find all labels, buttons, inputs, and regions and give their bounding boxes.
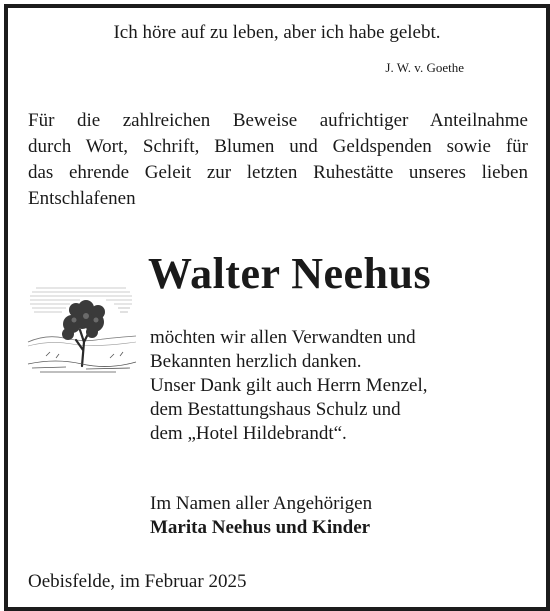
closing-block xyxy=(150,492,372,540)
intro-line: Entschlafenen xyxy=(28,188,136,209)
deceased-name: Walter Neehus xyxy=(148,249,432,298)
intro-line: das ehrende Geleit zur letzten Ruhestätte unseres lieben xyxy=(28,162,528,183)
signatories: Marita Neehus und Kinder xyxy=(150,517,371,538)
motto-author: J. W. v. Goethe xyxy=(385,60,464,75)
place-date: Oebisfelde, im Februar 2025 xyxy=(28,571,247,592)
thanks-line: dem Bestattungshaus Schulz und xyxy=(150,399,401,420)
thanks-line: dem „Hotel Hildebrandt“. xyxy=(150,423,347,444)
thanks-line: Unser Dank gilt auch Herrn Menzel, xyxy=(150,375,428,396)
motto-quote: Ich höre auf zu leben, aber ich habe gelebt. xyxy=(113,22,441,43)
obituary-notice xyxy=(4,4,550,611)
intro-line: Für die zahlreichen Beweise aufrichtiger Anteilnahme xyxy=(28,110,528,131)
thanks-line: Bekannten herzlich danken. xyxy=(150,351,362,372)
on-behalf-text: Im Namen aller Angehörigen xyxy=(150,493,373,514)
thanks-paragraph xyxy=(150,326,428,446)
thanks-line: möchten wir allen Verwandten und xyxy=(150,327,416,348)
intro-paragraph xyxy=(28,108,528,212)
tree-landscape-icon xyxy=(26,280,138,376)
intro-line: durch Wort, Schrift, Blumen und Geldspenden sowie für xyxy=(28,136,528,157)
